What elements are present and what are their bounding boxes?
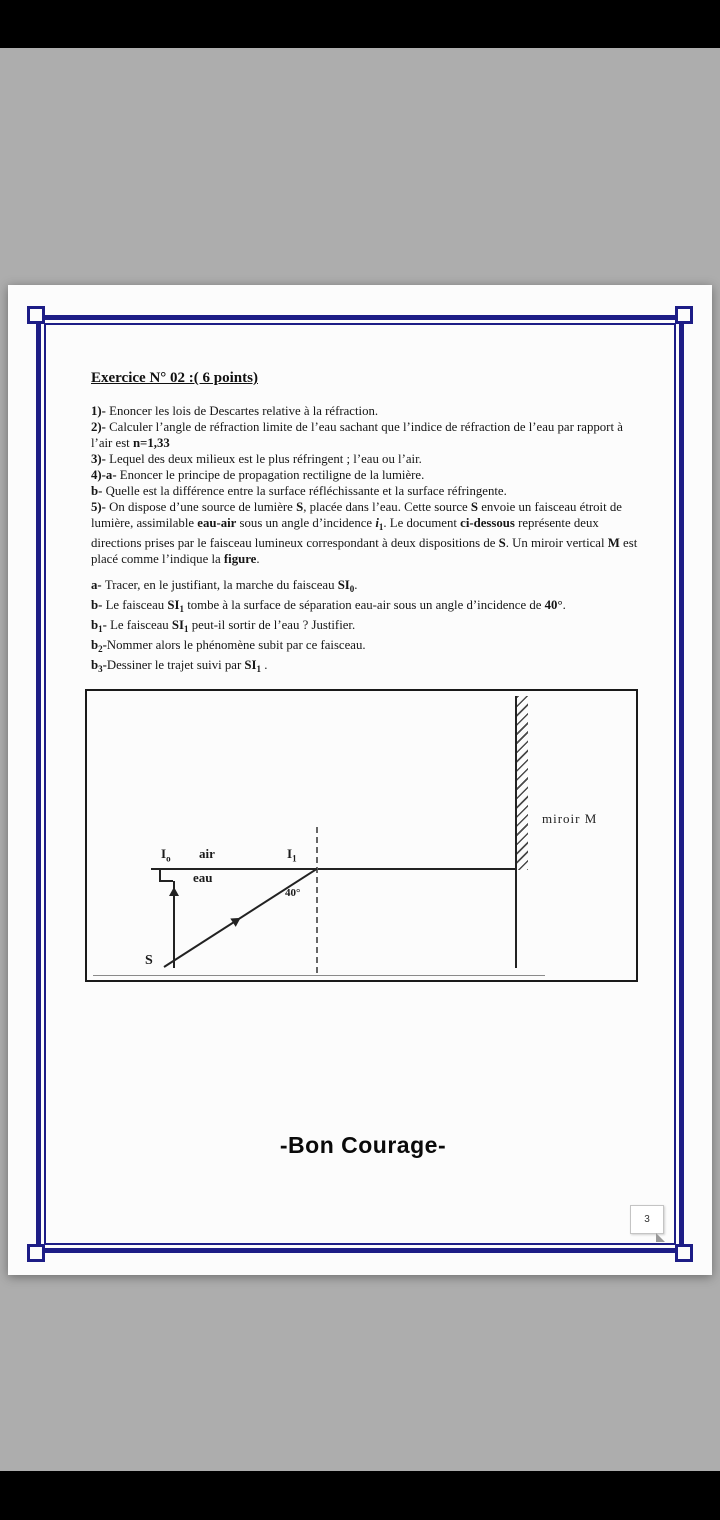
doc-line-segment: . xyxy=(562,598,566,612)
ray-si1 xyxy=(163,868,317,968)
figure-label-i0-sub: o xyxy=(166,853,171,864)
closing-text: -Bon Courage- xyxy=(279,1132,447,1158)
doc-line-segment: b xyxy=(91,638,99,652)
figure-label-eau: eau xyxy=(193,870,213,885)
mirror-hatching xyxy=(517,696,528,870)
doc-line-segment: Dessiner le trajet suivi par xyxy=(106,658,245,672)
doc-line xyxy=(91,637,643,657)
doc-line-segment: M xyxy=(607,536,620,550)
doc-line-segment: b- xyxy=(91,484,106,498)
doc-line-segment: 1)- xyxy=(91,404,110,418)
doc-line xyxy=(91,499,643,567)
doc-line-segment: 1 xyxy=(98,624,103,634)
doc-line-segment: 0 xyxy=(349,584,355,594)
doc-line-segment: Tracer, en le justifiant, la marche du faisceau xyxy=(104,578,338,592)
figure-label-i1-sub: 1 xyxy=(292,853,297,864)
normal-dashed-line xyxy=(316,827,318,973)
doc-line-segment: Enoncer les lois de Descartes relative à la réfraction. xyxy=(109,404,379,418)
doc-line-segment: b xyxy=(91,658,99,672)
right-angle-mark xyxy=(159,870,173,882)
figure-label-i1 xyxy=(287,846,297,864)
doc-line xyxy=(91,657,643,677)
top-letterbox-bar xyxy=(0,0,720,48)
document-page xyxy=(8,285,712,1275)
doc-line-segment: - xyxy=(102,658,107,672)
doc-line-segment: 1 xyxy=(184,624,189,634)
doc-line-segment: est placé comme l’indique la xyxy=(91,536,638,566)
doc-line-segment: envoie un faisceau étroit de lumière, assimilable xyxy=(91,500,622,530)
doc-line xyxy=(91,617,643,637)
doc-line-segment: . xyxy=(261,658,268,672)
doc-line-segment: SI xyxy=(167,598,180,612)
doc-line xyxy=(91,467,643,483)
doc-line-segment: 2)- xyxy=(91,420,110,434)
ray-si1-arrowhead-icon xyxy=(230,914,243,927)
doc-line-segment: 5)- xyxy=(91,500,110,514)
doc-line-segment: Nommer alors le phénomène subit par ce faisceau. xyxy=(106,638,366,652)
doc-line-segment: SI xyxy=(337,578,350,592)
incidence-angle-label: 40° xyxy=(285,887,301,899)
doc-line-segment: 3 xyxy=(98,664,103,674)
figure-label-i1-main: I xyxy=(287,846,293,861)
doc-line-segment: b xyxy=(91,618,99,632)
doc-line xyxy=(91,597,643,617)
doc-line xyxy=(91,483,643,499)
doc-line-segment: Quelle est la différence entre la surface réfléchissante et la surface réfringente. xyxy=(105,484,507,498)
bottom-letterbox-bar xyxy=(0,1471,720,1520)
doc-line-segment: . xyxy=(256,552,260,566)
doc-line-segment: a- xyxy=(91,578,105,592)
doc-line-segment: Enoncer le principe de propagation rectiligne de la lumière. xyxy=(119,468,425,482)
doc-line-segment: b- xyxy=(91,598,106,612)
mirror-label: miroir M xyxy=(542,811,598,826)
doc-line-segment: peut-il sortir de l’eau ? Justifier. xyxy=(188,618,356,632)
doc-line-segment: SI xyxy=(244,658,257,672)
figure-label-air: air xyxy=(199,846,215,861)
doc-line-segment: . xyxy=(354,578,358,592)
figure-baseline xyxy=(93,975,545,976)
doc-line-segment: figure xyxy=(223,552,257,566)
doc-line-segment: - xyxy=(102,618,111,632)
page-number-badge: 3 xyxy=(630,1205,664,1234)
doc-line-segment: 1 xyxy=(179,604,184,614)
source-label: S xyxy=(145,953,153,968)
doc-line-segment: sous un angle d’incidence xyxy=(236,516,376,530)
doc-line-segment: Le faisceau xyxy=(105,598,168,612)
doc-line-segment: . Un miroir vertical xyxy=(505,536,608,550)
doc-line-segment: tombe à la surface de séparation eau-air sous un angle d’incidence de xyxy=(184,598,545,612)
doc-line-segment: 1 xyxy=(378,522,384,532)
page-number-fold-icon xyxy=(656,1233,665,1242)
figure-label-i0-main: I xyxy=(161,846,167,861)
document-content xyxy=(41,320,679,1248)
figure-label-i0 xyxy=(161,846,171,864)
doc-line-segment: 1 xyxy=(256,664,262,674)
doc-line-segment: Calculer l’angle de réfraction limite de l’eau sachant que l’indice de réfraction de l’eau par rapport à l’air est xyxy=(91,420,623,450)
doc-line xyxy=(91,577,643,597)
optics-figure xyxy=(85,689,638,982)
doc-line-segment: , placée dans l’eau. Cette source xyxy=(303,500,471,514)
doc-line-segment: représente deux directions prises par le faisceau lumineux correspondant à deux dispositions de xyxy=(91,516,599,550)
doc-line-segment: ci-dessous xyxy=(460,516,515,530)
doc-line-segment: i xyxy=(375,516,379,530)
doc-line-segment: 2 xyxy=(98,644,103,654)
doc-line-segment: 40° xyxy=(544,598,563,612)
doc-line-segment: n=1,33 xyxy=(132,436,170,450)
doc-line-segment: S xyxy=(470,500,479,514)
doc-line-segment: SI xyxy=(171,618,185,632)
doc-line-segment: S xyxy=(498,536,506,550)
doc-line-segment: S xyxy=(296,500,304,514)
exercise-title: Exercice N° 02 :( 6 points) xyxy=(91,370,258,386)
doc-lines xyxy=(91,403,643,677)
doc-line xyxy=(91,403,643,419)
decorative-frame xyxy=(36,315,684,1253)
doc-line xyxy=(91,451,643,467)
doc-line-segment: - xyxy=(102,638,107,652)
doc-line-segment: 3)- xyxy=(91,452,110,466)
doc-line-segment: . Le document xyxy=(383,516,461,530)
doc-line-segment: Le faisceau xyxy=(110,618,172,632)
doc-line-segment: 4)-a- xyxy=(91,468,120,482)
doc-line-segment: On dispose d’une source de lumière xyxy=(109,500,297,514)
ray-si0-arrowhead-icon xyxy=(169,887,179,896)
doc-line-segment: Lequel des deux milieux est le plus réfringent ; l’eau ou l’air. xyxy=(109,452,422,466)
doc-line-segment: eau-air xyxy=(197,516,237,530)
doc-line xyxy=(91,419,643,451)
